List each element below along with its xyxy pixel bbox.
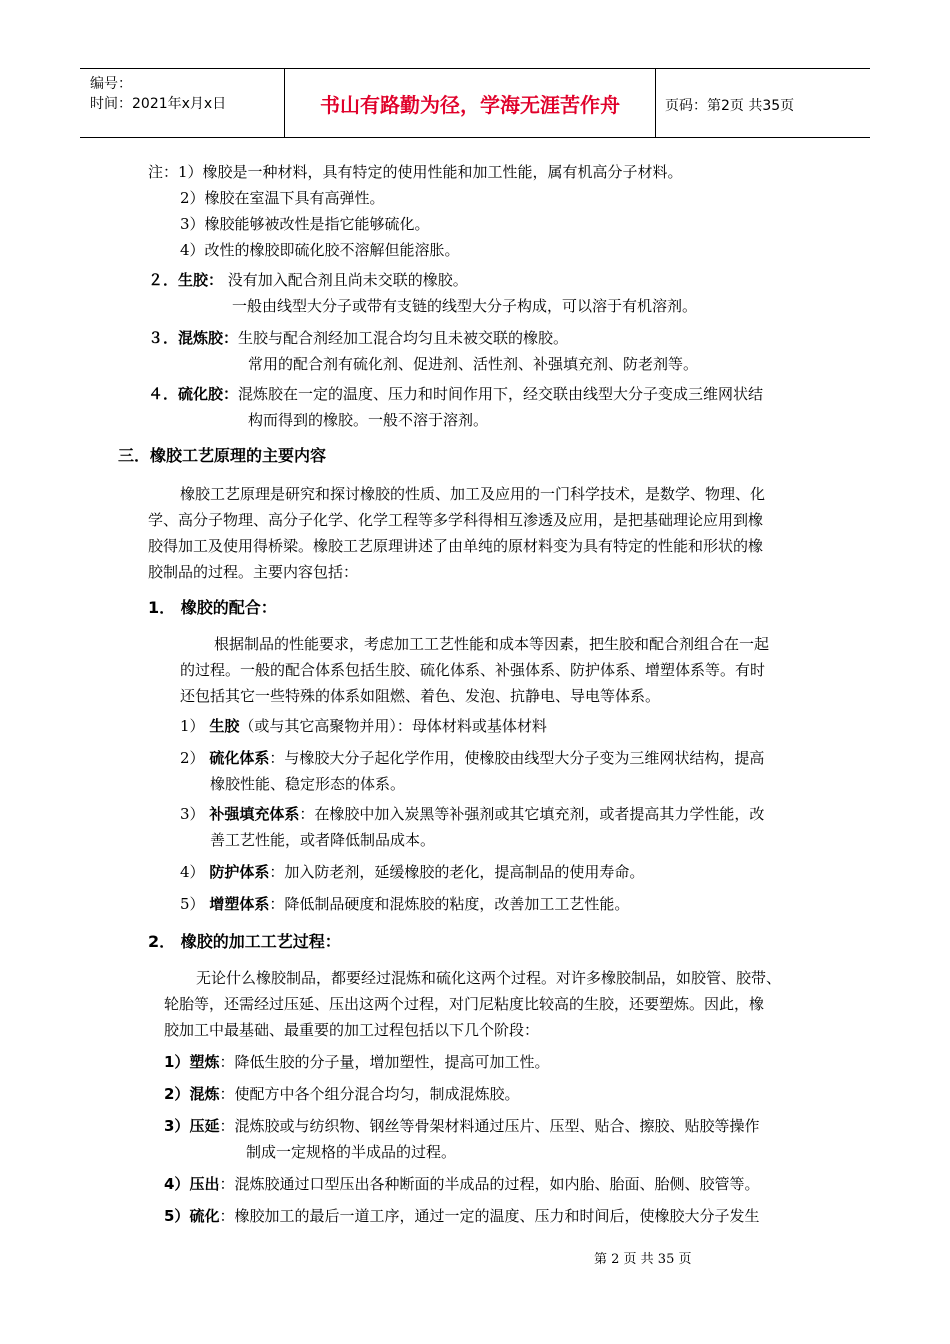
subsection-heading: 1． 橡胶的配合： xyxy=(148,598,277,617)
list-item: 3）压延：混炼胶或与纺织物、钢丝等骨架材料通过压片、压型、贴合、擦胶、贴胶等操作 xyxy=(164,1117,760,1135)
paragraph-line: 胶制品的过程。主要内容包括： xyxy=(148,563,359,581)
header-page-code: 页码：第2页 共35页 xyxy=(665,98,795,114)
list-item-continuation: 制成一定规格的半成品的过程。 xyxy=(246,1143,457,1161)
paragraph-line: 橡胶工艺原理是研究和探讨橡胶的性质、加工及应用的一门科学技术，是数学、物理、化 xyxy=(180,485,766,503)
definition-vulcanizate: ４．硫化胶：混炼胶在一定的温度、压力和时间作用下，经交联由线型大分子变成三维网状结 xyxy=(148,385,764,403)
definition-line: 构而得到的橡胶。一般不溶于溶剂。 xyxy=(248,411,489,429)
list-item: 5）硫化：橡胶加工的最后一道工序，通过一定的温度、压力和时间后，使橡胶大分子发生 xyxy=(164,1207,760,1225)
note-line: 4）改性的橡胶即硫化胶不溶解但能溶胀。 xyxy=(180,241,460,259)
definition-line: 一般由线型大分子或带有支链的线型大分子构成，可以溶于有机溶剂。 xyxy=(232,297,698,315)
definition-compound: ３．混炼胶：生胶与配合剂经加工混合均匀且未被交联的橡胶。 xyxy=(148,329,569,347)
page-footer: 第 2 页 共 35 页 xyxy=(594,1252,692,1267)
paragraph-line: 胶加工中最基础、最重要的加工过程包括以下几个阶段： xyxy=(164,1021,540,1039)
page-header xyxy=(80,68,870,138)
date-label: 时间：2021年x月x日 xyxy=(90,96,227,112)
list-item-continuation: 善工艺性能，或者降低制品成本。 xyxy=(210,831,436,849)
paragraph-line: 胶得加工及使用得桥梁。橡胶工艺原理讲述了由单纯的原材料变为具有特定的性能和形状的橡 xyxy=(148,537,764,555)
list-item: 2）混炼：使配方中各个组分混合均匀，制成混炼胶。 xyxy=(164,1085,520,1103)
list-item: 5） 增塑体系：降低制品硬度和混炼胶的粘度，改善加工工艺性能。 xyxy=(180,895,630,913)
list-item-continuation: 橡胶性能、稳定形态的体系。 xyxy=(210,775,406,793)
paragraph-line: 还包括其它一些特殊的体系如阻燃、着色、发泡、抗静电、导电等体系。 xyxy=(180,687,661,705)
paragraph-line: 的过程。一般的配合体系包括生胶、硫化体系、补强体系、防护体系、增塑体系等。有时 xyxy=(180,661,766,679)
list-item: 1）塑炼：降低生胶的分子量，增加塑性，提高可加工性。 xyxy=(164,1053,550,1071)
paragraph-line: 根据制品的性能要求，考虑加工工艺性能和成本等因素，把生胶和配合剂组合在一起 xyxy=(214,635,770,653)
definition-raw-rubber: ２．生胶： 没有加入配合剂且尚未交联的橡胶。 xyxy=(148,271,468,289)
header-motto: 书山有路勤为径，学海无涯苦作舟 xyxy=(285,69,656,137)
number-label: 编号： xyxy=(90,76,132,92)
subsection-heading: 2． 橡胶的加工工艺过程： xyxy=(148,932,341,951)
section-heading: 三．橡胶工艺原理的主要内容 xyxy=(118,446,327,465)
paragraph-line: 学、高分子物理、高分子化学、化学工程等多学科得相互渗透及应用，是把基础理论应用到橡 xyxy=(148,511,764,529)
header-meta xyxy=(80,69,285,137)
list-item: 1） 生胶（或与其它高聚物并用）：母体材料或基体材料 xyxy=(180,717,547,735)
paragraph-line: 轮胎等，还需经过压延、压出这两个过程，对门尼粘度比较高的生胶，还要塑炼。因此，橡 xyxy=(164,995,765,1013)
list-item: 2） 硫化体系：与橡胶大分子起化学作用，使橡胶由线型大分子变为三维网状结构，提高 xyxy=(180,749,765,767)
definition-line: 常用的配合剂有硫化剂、促进剂、活性剂、补强填充剂、防老剂等。 xyxy=(248,355,699,373)
note-line: 3）橡胶能够被改性是指它能够硫化。 xyxy=(180,215,430,233)
list-item: 4） 防护体系：加入防老剂，延缓橡胶的老化，提高制品的使用寿命。 xyxy=(180,863,645,881)
paragraph-line: 无论什么橡胶制品，都要经过混炼和硫化这两个过程。对许多橡胶制品，如胶管、胶带、 xyxy=(196,969,782,987)
note-line: 注：1）橡胶是一种材料，具有特定的使用性能和加工性能，属有机高分子材料。 xyxy=(148,163,683,181)
list-item: 4）压出：混炼胶通过口型压出各种断面的半成品的过程，如内胎、胎面、胎侧、胶管等。 xyxy=(164,1175,760,1193)
note-line: 2）橡胶在室温下具有高弹性。 xyxy=(180,189,385,207)
list-item: 3） 补强填充体系：在橡胶中加入炭黑等补强剂或其它填充剂，或者提高其力学性能，改 xyxy=(180,805,765,823)
